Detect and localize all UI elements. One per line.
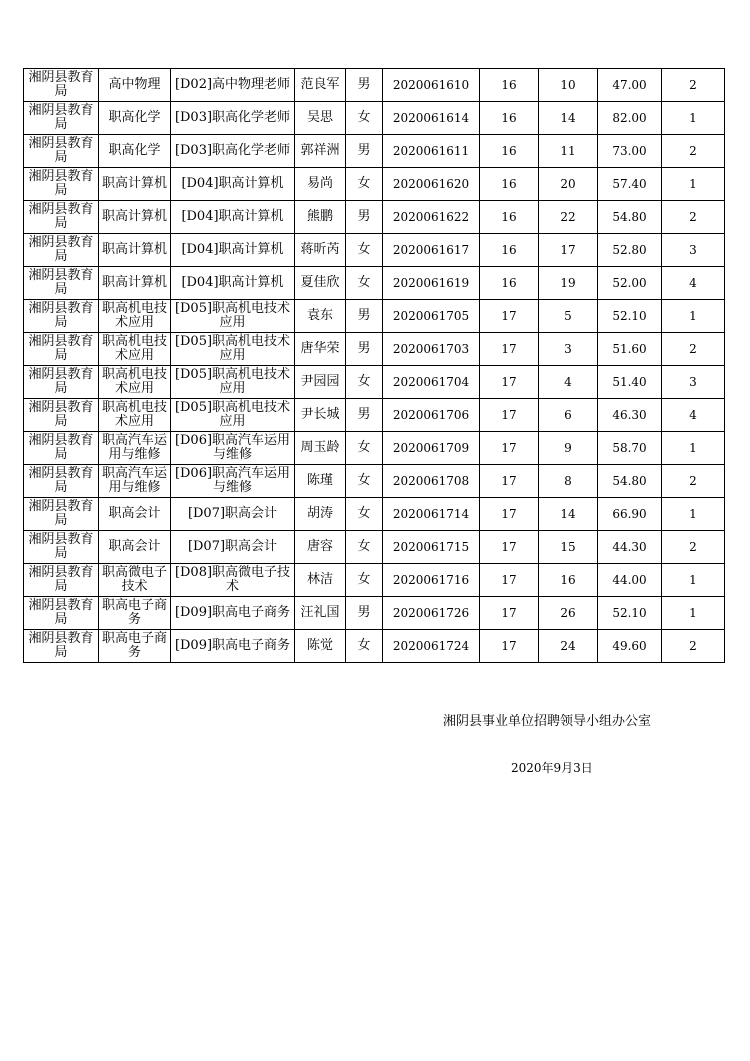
cell-gender: 男: [346, 333, 383, 366]
table-row: [24, 201, 725, 234]
cell-unit: 湘阴县教育局: [24, 465, 99, 498]
cell-score: 57.40: [598, 168, 662, 201]
cell-exam-room: 17: [480, 399, 539, 432]
cell-seat-number: 15: [539, 531, 598, 564]
cell-unit: 湘阴县教育局: [24, 531, 99, 564]
cell-position: [D05]职高机电技术应用: [171, 366, 295, 399]
table-row: [24, 399, 725, 432]
cell-unit: 湘阴县教育局: [24, 498, 99, 531]
table-row: [24, 597, 725, 630]
cell-gender: 女: [346, 366, 383, 399]
cell-seat-number: 19: [539, 267, 598, 300]
cell-seat-number: 9: [539, 432, 598, 465]
cell-subject: 职高微电子技术: [99, 564, 171, 597]
cell-unit: 湘阴县教育局: [24, 597, 99, 630]
cell-position: [D05]职高机电技术应用: [171, 300, 295, 333]
cell-ticket-number: 2020061709: [383, 432, 480, 465]
cell-seat-number: 14: [539, 498, 598, 531]
cell-rank: 1: [662, 102, 725, 135]
cell-exam-room: 17: [480, 531, 539, 564]
cell-candidate-name: 胡涛: [295, 498, 346, 531]
cell-unit: 湘阴县教育局: [24, 366, 99, 399]
cell-gender: 女: [346, 498, 383, 531]
cell-position: [D07]职高会计: [171, 498, 295, 531]
cell-exam-room: 16: [480, 168, 539, 201]
cell-gender: 男: [346, 300, 383, 333]
cell-subject: 职高计算机: [99, 168, 171, 201]
cell-candidate-name: 袁东: [295, 300, 346, 333]
table-row: [24, 432, 725, 465]
cell-subject: 职高计算机: [99, 234, 171, 267]
cell-unit: 湘阴县教育局: [24, 234, 99, 267]
cell-candidate-name: 尹长城: [295, 399, 346, 432]
table-row: [24, 465, 725, 498]
cell-gender: 女: [346, 531, 383, 564]
cell-rank: 2: [662, 333, 725, 366]
cell-exam-room: 17: [480, 300, 539, 333]
cell-ticket-number: 2020061617: [383, 234, 480, 267]
cell-subject: 职高会计: [99, 531, 171, 564]
cell-exam-room: 16: [480, 102, 539, 135]
table-row: [24, 564, 725, 597]
cell-candidate-name: 陈瑾: [295, 465, 346, 498]
cell-seat-number: 26: [539, 597, 598, 630]
cell-gender: 女: [346, 102, 383, 135]
cell-unit: 湘阴县教育局: [24, 333, 99, 366]
cell-position: [D03]职高化学老师: [171, 102, 295, 135]
cell-position: [D07]职高会计: [171, 531, 295, 564]
cell-position: [D09]职高电子商务: [171, 630, 295, 663]
cell-subject: 职高化学: [99, 135, 171, 168]
cell-gender: 女: [346, 267, 383, 300]
cell-ticket-number: 2020061703: [383, 333, 480, 366]
cell-position: [D04]职高计算机: [171, 168, 295, 201]
cell-seat-number: 20: [539, 168, 598, 201]
cell-exam-room: 17: [480, 498, 539, 531]
cell-rank: 2: [662, 201, 725, 234]
cell-candidate-name: 唐容: [295, 531, 346, 564]
cell-ticket-number: 2020061724: [383, 630, 480, 663]
cell-ticket-number: 2020061614: [383, 102, 480, 135]
cell-score: 52.80: [598, 234, 662, 267]
cell-position: [D04]职高计算机: [171, 234, 295, 267]
cell-ticket-number: 2020061611: [383, 135, 480, 168]
cell-score: 51.40: [598, 366, 662, 399]
cell-candidate-name: 蒋昕芮: [295, 234, 346, 267]
cell-subject: 职高计算机: [99, 201, 171, 234]
cell-seat-number: 17: [539, 234, 598, 267]
cell-candidate-name: 熊鹏: [295, 201, 346, 234]
cell-score: 52.10: [598, 300, 662, 333]
cell-seat-number: 24: [539, 630, 598, 663]
results-table-body: [24, 69, 725, 663]
cell-exam-room: 17: [480, 432, 539, 465]
cell-rank: 2: [662, 69, 725, 102]
cell-rank: 1: [662, 564, 725, 597]
cell-unit: 湘阴县教育局: [24, 399, 99, 432]
cell-ticket-number: 2020061708: [383, 465, 480, 498]
cell-subject: 高中物理: [99, 69, 171, 102]
cell-score: 54.80: [598, 465, 662, 498]
cell-candidate-name: 唐华荣: [295, 333, 346, 366]
cell-ticket-number: 2020061714: [383, 498, 480, 531]
cell-score: 66.90: [598, 498, 662, 531]
cell-score: 51.60: [598, 333, 662, 366]
cell-gender: 女: [346, 564, 383, 597]
cell-exam-room: 17: [480, 597, 539, 630]
cell-seat-number: 4: [539, 366, 598, 399]
table-row: [24, 102, 725, 135]
cell-rank: 3: [662, 366, 725, 399]
cell-exam-room: 16: [480, 234, 539, 267]
cell-candidate-name: 易尚: [295, 168, 346, 201]
cell-ticket-number: 2020061622: [383, 201, 480, 234]
cell-position: [D06]职高汽车运用与维修: [171, 432, 295, 465]
cell-subject: 职高机电技术应用: [99, 300, 171, 333]
cell-candidate-name: 周玉龄: [295, 432, 346, 465]
cell-score: 49.60: [598, 630, 662, 663]
cell-exam-room: 17: [480, 465, 539, 498]
cell-candidate-name: 范良军: [295, 69, 346, 102]
cell-unit: 湘阴县教育局: [24, 168, 99, 201]
cell-subject: 职高化学: [99, 102, 171, 135]
cell-subject: 职高电子商务: [99, 630, 171, 663]
cell-gender: 男: [346, 135, 383, 168]
cell-position: [D08]职高微电子技术: [171, 564, 295, 597]
cell-position: [D02]高中物理老师: [171, 69, 295, 102]
cell-subject: 职高会计: [99, 498, 171, 531]
cell-ticket-number: 2020061726: [383, 597, 480, 630]
cell-position: [D05]职高机电技术应用: [171, 333, 295, 366]
cell-rank: 4: [662, 267, 725, 300]
cell-seat-number: 22: [539, 201, 598, 234]
cell-subject: 职高电子商务: [99, 597, 171, 630]
table-row: [24, 168, 725, 201]
cell-gender: 男: [346, 69, 383, 102]
cell-ticket-number: 2020061715: [383, 531, 480, 564]
cell-unit: 湘阴县教育局: [24, 300, 99, 333]
cell-seat-number: 11: [539, 135, 598, 168]
issuing-office: 湘阴县事业单位招聘领导小组办公室: [443, 714, 652, 729]
cell-rank: 1: [662, 597, 725, 630]
table-row: [24, 69, 725, 102]
table-row: [24, 531, 725, 564]
cell-score: 46.30: [598, 399, 662, 432]
cell-subject: 职高机电技术应用: [99, 399, 171, 432]
cell-ticket-number: 2020061610: [383, 69, 480, 102]
cell-exam-room: 17: [480, 366, 539, 399]
table-row: [24, 333, 725, 366]
cell-gender: 女: [346, 630, 383, 663]
cell-ticket-number: 2020061706: [383, 399, 480, 432]
cell-candidate-name: 汪礼国: [295, 597, 346, 630]
cell-subject: 职高计算机: [99, 267, 171, 300]
cell-subject: 职高汽车运用与维修: [99, 465, 171, 498]
cell-exam-room: 16: [480, 135, 539, 168]
table-row: [24, 498, 725, 531]
cell-exam-room: 17: [480, 630, 539, 663]
results-table: [23, 68, 725, 663]
cell-subject: 职高汽车运用与维修: [99, 432, 171, 465]
cell-seat-number: 10: [539, 69, 598, 102]
cell-ticket-number: 2020061704: [383, 366, 480, 399]
cell-rank: 4: [662, 399, 725, 432]
cell-seat-number: 8: [539, 465, 598, 498]
table-row: [24, 234, 725, 267]
cell-candidate-name: 陈觉: [295, 630, 346, 663]
cell-score: 58.70: [598, 432, 662, 465]
cell-position: [D05]职高机电技术应用: [171, 399, 295, 432]
cell-position: [D04]职高计算机: [171, 267, 295, 300]
cell-exam-room: 16: [480, 267, 539, 300]
cell-position: [D06]职高汽车运用与维修: [171, 465, 295, 498]
cell-ticket-number: 2020061705: [383, 300, 480, 333]
cell-unit: 湘阴县教育局: [24, 69, 99, 102]
cell-position: [D03]职高化学老师: [171, 135, 295, 168]
cell-unit: 湘阴县教育局: [24, 564, 99, 597]
cell-candidate-name: 郭祥洲: [295, 135, 346, 168]
cell-seat-number: 16: [539, 564, 598, 597]
cell-unit: 湘阴县教育局: [24, 630, 99, 663]
table-row: [24, 135, 725, 168]
cell-score: 47.00: [598, 69, 662, 102]
cell-candidate-name: 林洁: [295, 564, 346, 597]
cell-rank: 1: [662, 432, 725, 465]
cell-unit: 湘阴县教育局: [24, 102, 99, 135]
cell-rank: 3: [662, 234, 725, 267]
cell-rank: 2: [662, 465, 725, 498]
cell-seat-number: 14: [539, 102, 598, 135]
cell-ticket-number: 2020061716: [383, 564, 480, 597]
cell-seat-number: 6: [539, 399, 598, 432]
cell-unit: 湘阴县教育局: [24, 201, 99, 234]
cell-candidate-name: 吴思: [295, 102, 346, 135]
cell-rank: 2: [662, 630, 725, 663]
cell-rank: 1: [662, 168, 725, 201]
cell-score: 52.10: [598, 597, 662, 630]
cell-unit: 湘阴县教育局: [24, 135, 99, 168]
cell-gender: 女: [346, 168, 383, 201]
cell-seat-number: 5: [539, 300, 598, 333]
cell-gender: 女: [346, 465, 383, 498]
cell-unit: 湘阴县教育局: [24, 267, 99, 300]
cell-subject: 职高机电技术应用: [99, 333, 171, 366]
cell-candidate-name: 夏佳欣: [295, 267, 346, 300]
cell-score: 44.00: [598, 564, 662, 597]
cell-score: 44.30: [598, 531, 662, 564]
cell-exam-room: 16: [480, 69, 539, 102]
cell-subject: 职高机电技术应用: [99, 366, 171, 399]
cell-ticket-number: 2020061619: [383, 267, 480, 300]
cell-gender: 男: [346, 399, 383, 432]
cell-exam-room: 16: [480, 201, 539, 234]
cell-gender: 男: [346, 201, 383, 234]
cell-rank: 2: [662, 531, 725, 564]
cell-seat-number: 3: [539, 333, 598, 366]
cell-gender: 男: [346, 597, 383, 630]
table-row: [24, 366, 725, 399]
cell-score: 52.00: [598, 267, 662, 300]
table-row: [24, 630, 725, 663]
cell-position: [D04]职高计算机: [171, 201, 295, 234]
table-row: [24, 267, 725, 300]
cell-rank: 2: [662, 135, 725, 168]
cell-ticket-number: 2020061620: [383, 168, 480, 201]
cell-exam-room: 17: [480, 564, 539, 597]
cell-rank: 1: [662, 300, 725, 333]
issue-date: 2020年9月3日: [511, 761, 593, 775]
cell-gender: 女: [346, 234, 383, 267]
cell-score: 54.80: [598, 201, 662, 234]
cell-score: 73.00: [598, 135, 662, 168]
cell-rank: 1: [662, 498, 725, 531]
table-row: [24, 300, 725, 333]
cell-gender: 女: [346, 432, 383, 465]
cell-unit: 湘阴县教育局: [24, 432, 99, 465]
cell-position: [D09]职高电子商务: [171, 597, 295, 630]
cell-score: 82.00: [598, 102, 662, 135]
cell-exam-room: 17: [480, 333, 539, 366]
cell-candidate-name: 尹园园: [295, 366, 346, 399]
